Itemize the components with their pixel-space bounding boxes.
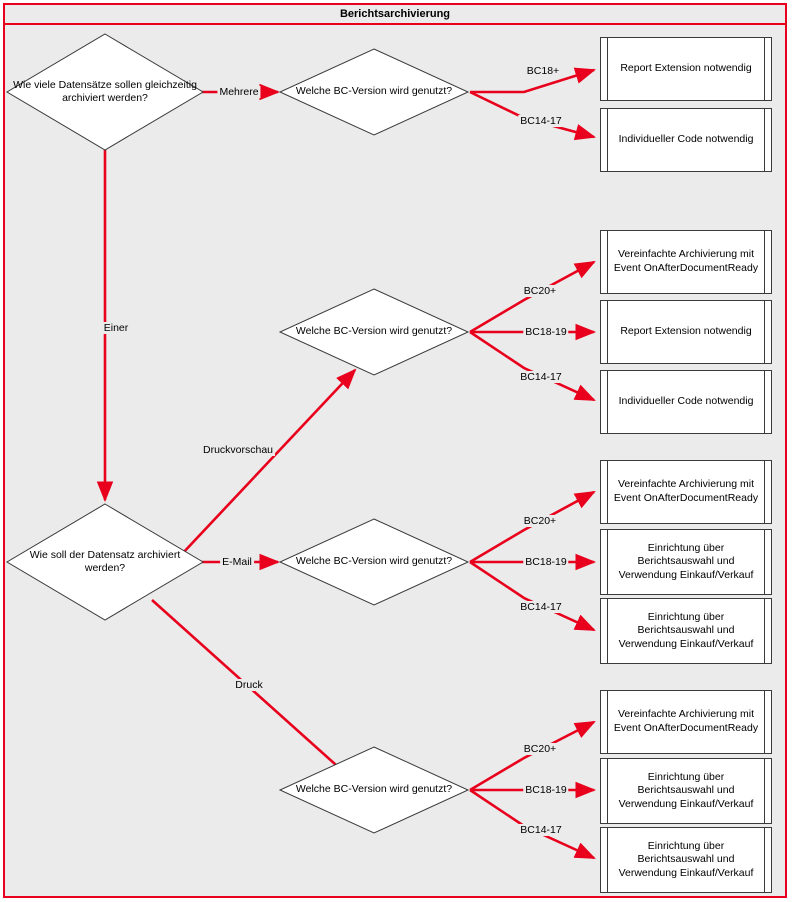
decision-version-email[interactable]: [278, 517, 470, 607]
result-label: Einrichtung über Berichtsauswahl und Verwendung Einkauf/Verkauf: [618, 610, 754, 650]
decision-version-multi-label: Welche BC-Version wird genutzt?: [295, 85, 453, 98]
decision-record-count[interactable]: [5, 32, 205, 152]
edge-label: BC18+: [526, 65, 560, 77]
result-box[interactable]: [600, 300, 772, 364]
edge-label: BC14-17: [520, 115, 562, 127]
result-label: Individueller Code notwendig: [618, 133, 754, 146]
result-box[interactable]: [600, 827, 772, 893]
result-label: Einrichtung über Berichtsauswahl und Verwendung Einkauf/Verkauf: [618, 839, 754, 879]
decision-version-preview-label: Welche BC-Version wird genutzt?: [295, 325, 453, 338]
edge-label: BC20+: [523, 743, 557, 755]
edge-label: Einer: [103, 322, 129, 334]
result-label: Vereinfachte Archivierung mit Event OnAfterDocumentReady: [613, 248, 759, 274]
result-box[interactable]: [600, 529, 772, 595]
result-box[interactable]: [600, 230, 772, 294]
edge-version-email-to-r6: [470, 492, 594, 562]
result-box[interactable]: [600, 690, 772, 754]
decision-version-print[interactable]: [278, 745, 470, 835]
edge-version-preview-to-r5: [470, 332, 594, 400]
result-box[interactable]: [600, 37, 772, 101]
result-label: Vereinfachte Archivierung mit Event OnAfterDocumentReady: [613, 478, 759, 504]
decision-archive-method[interactable]: [5, 502, 205, 622]
result-label: Vereinfachte Archivierung mit Event OnAfterDocumentReady: [613, 708, 759, 734]
result-box[interactable]: [600, 758, 772, 824]
decision-archive-method-label: Wie soll der Datensatz archiviert werden?: [29, 548, 181, 574]
result-box[interactable]: [600, 108, 772, 172]
edge-label: BC18-19: [525, 326, 567, 338]
result-box[interactable]: [600, 370, 772, 434]
decision-record-count-label: Wie viele Datensätze sollen gleichzeitig archiviert werden?: [13, 78, 197, 104]
result-label: Report Extension notwendig: [620, 62, 752, 75]
edge-version-preview-to-r3: [470, 262, 594, 332]
edge-label: BC20+: [523, 515, 557, 527]
edge-label: BC18-19: [525, 784, 567, 796]
result-label: Einrichtung über Berichtsauswahl und Verwendung Einkauf/Verkauf: [618, 541, 754, 581]
result-box[interactable]: [600, 598, 772, 664]
edge-label: Druckvorschau: [202, 444, 274, 456]
decision-version-preview[interactable]: [278, 287, 470, 377]
decision-version-multi[interactable]: [278, 47, 470, 137]
result-label: Einrichtung über Berichtsauswahl und Verwendung Einkauf/Verkauf: [618, 770, 754, 810]
decision-version-print-label: Welche BC-Version wird genutzt?: [295, 783, 453, 796]
edge-version-print-to-r9: [470, 722, 594, 790]
decision-version-email-label: Welche BC-Version wird genutzt?: [295, 555, 453, 568]
edge-version-email-to-r8: [470, 562, 594, 630]
edge-label: E-Mail: [222, 556, 252, 568]
edge-label: BC18-19: [525, 556, 567, 568]
edge-label: Mehrere: [219, 86, 259, 98]
diagram-title-label: Berichtsarchivierung: [339, 8, 451, 20]
edge-label: BC14-17: [520, 824, 562, 836]
edge-label: BC14-17: [520, 601, 562, 613]
edge-label: Druck: [235, 679, 263, 691]
edge-label: BC14-17: [520, 371, 562, 383]
result-label: Report Extension notwendig: [620, 325, 752, 338]
result-box[interactable]: [600, 460, 772, 524]
result-label: Individueller Code notwendig: [618, 395, 754, 408]
edge-label: BC20+: [523, 285, 557, 297]
